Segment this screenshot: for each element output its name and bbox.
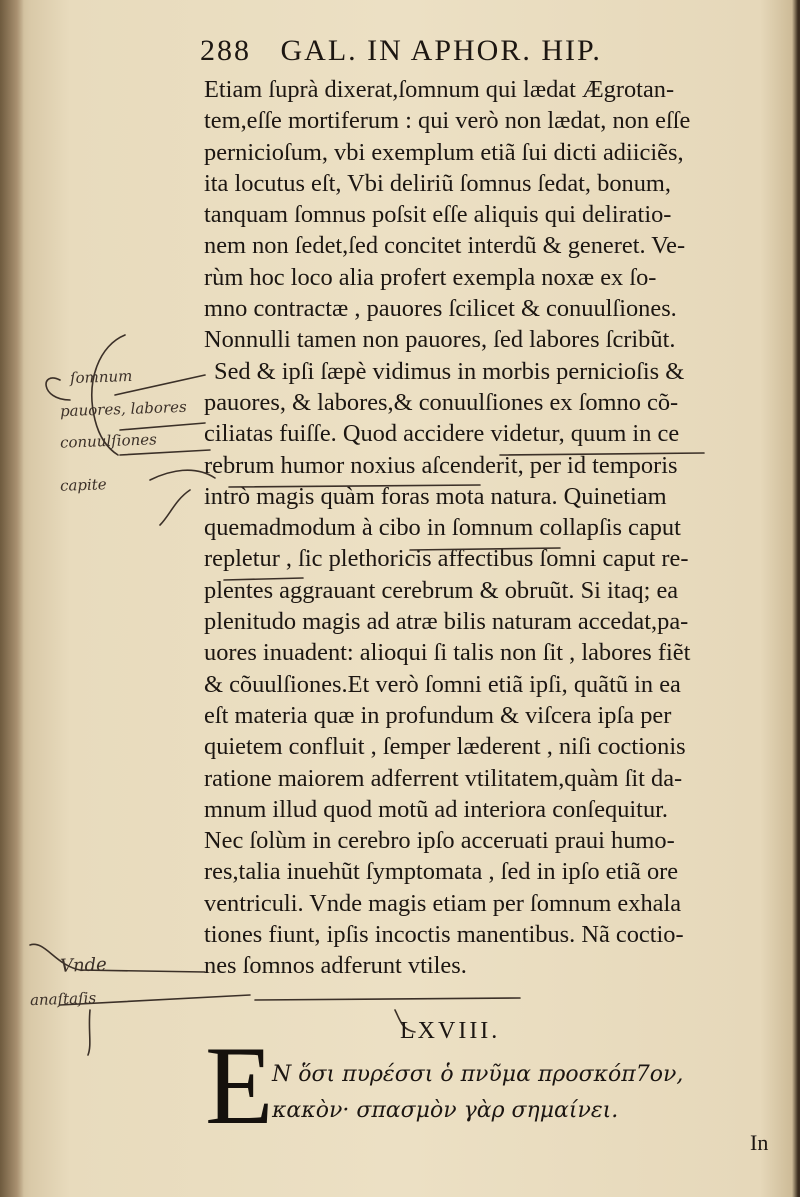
text-line: mnum illud quod motũ ad interiora conſequitur.: [204, 795, 669, 823]
aphorism-line: κακὸν· σπασμὸν γὰρ σημαίνει.: [272, 1098, 619, 1123]
margin-note: pauores, labores: [59, 397, 187, 421]
text-line: quemadmodum à cibo in ſomnum collapſis caput: [204, 514, 681, 542]
text-line: plentes aggrauant cerebrum & obruũt. Si itaq; ea: [204, 576, 679, 604]
pointer-line: [120, 450, 210, 455]
text-line: nem non ſedet,ſed concitet interdũ & generet. Ve-: [204, 232, 686, 260]
pointer-line: [120, 423, 205, 430]
strikethrough: [255, 998, 520, 1000]
margin-note: ſomnum: [69, 366, 133, 388]
page-number: 288: [200, 34, 251, 67]
text-line: nes ſomnos adferunt vtiles.: [204, 952, 467, 980]
margin-note: conuulſiones: [59, 430, 158, 452]
text-line: Nonnulli tamen non pauores, ſed labores ſcribũt.: [204, 326, 676, 354]
text-line: intrò magis quàm foras mota natura. Quinetiam: [204, 482, 667, 510]
text-line: res,talia inuehũt ſymptomata , ſed in ipſo etiã ore: [204, 858, 679, 886]
text-line: ita locutus eſt, Vbi deliriũ ſomnus ſedat, bonum,: [204, 169, 671, 197]
text-line: tem,eſſe mortiferum : qui verò non lædat, non eſſe: [204, 107, 691, 135]
margin-note: anaſtaſis: [29, 988, 97, 1010]
text-line: ciliatas fuiſſe. Quod accidere videtur, quum in ce: [204, 420, 680, 448]
margin-note: capite: [59, 475, 107, 495]
pointer-line: [30, 944, 205, 972]
text-line: rùm hoc loco alia profert exempla noxæ ex ſo-: [204, 263, 657, 291]
section-number: LXVIII.: [400, 1018, 501, 1044]
text-line: tanquam ſomnus poſsit eſſe aliquis qui deliratio-: [204, 201, 672, 229]
text-line: ratione maiorem adferrent vtilitatem,quàm ſit da-: [204, 764, 683, 792]
text-line: Nec ſolùm in cerebro ipſo acceruati praui humo-: [204, 827, 675, 855]
drop-cap: E: [205, 1024, 274, 1148]
margin-note: Vnde: [59, 954, 108, 977]
text-line: rebrum humor noxius aſcenderit, per id temporis: [204, 451, 678, 479]
text-line: & cõuulſiones.Et verò ſomni etiã ipſi, quãtũ in ea: [204, 670, 681, 698]
text-line: Etiam ſuprà dixerat,ſomnum qui lædat Ægrotan-: [204, 76, 675, 103]
text-line: mno contractæ , pauores ſcilicet & conuulſiones.: [204, 295, 677, 323]
text-line: pernicioſum, vbi exemplum etiã ſui dicti adiiciẽs,: [204, 138, 684, 166]
book-gutter: [0, 0, 24, 1197]
text-line: tiones fiunt, ipſis incoctis manentibus. Nã coctio-: [204, 921, 684, 949]
text-line: ventriculi. Vnde magis etiam per ſomnum exhala: [204, 889, 682, 917]
commentary-text: [204, 74, 779, 982]
text-line: uores inuadent: alioqui ſi talis non ſit , labores fiẽt: [204, 639, 691, 667]
margin-flourish: [88, 1010, 90, 1055]
text-line: eſt materia quæ in profundum & viſcera ipſa per: [204, 701, 672, 729]
aphorism-line: N ὅσι πυρέσσι ὁ πνῦμα προσκόπ7ον,: [272, 1062, 684, 1087]
catchword: In: [750, 1130, 769, 1155]
text-line: repletur , ſic plethoricis affectibus ſomni caput re-: [204, 545, 689, 573]
margin-flourish: [46, 378, 70, 400]
text-line: Sed & ipſi ſæpè vidimus in morbis pernicioſis &: [214, 357, 685, 385]
running-head: [200, 34, 720, 68]
margin-flourish: [160, 490, 190, 525]
text-line: quietem confluit , ſemper læderent , niſi coctionis: [204, 733, 686, 761]
text-line: plenitudo magis ad atræ bilis naturam accedat,pa-: [204, 608, 689, 636]
running-title: GAL. IN APHOR. HIP.: [280, 34, 602, 67]
text-line: pauores, & labores,& conuulſiones ex ſomno cõ-: [204, 388, 679, 416]
